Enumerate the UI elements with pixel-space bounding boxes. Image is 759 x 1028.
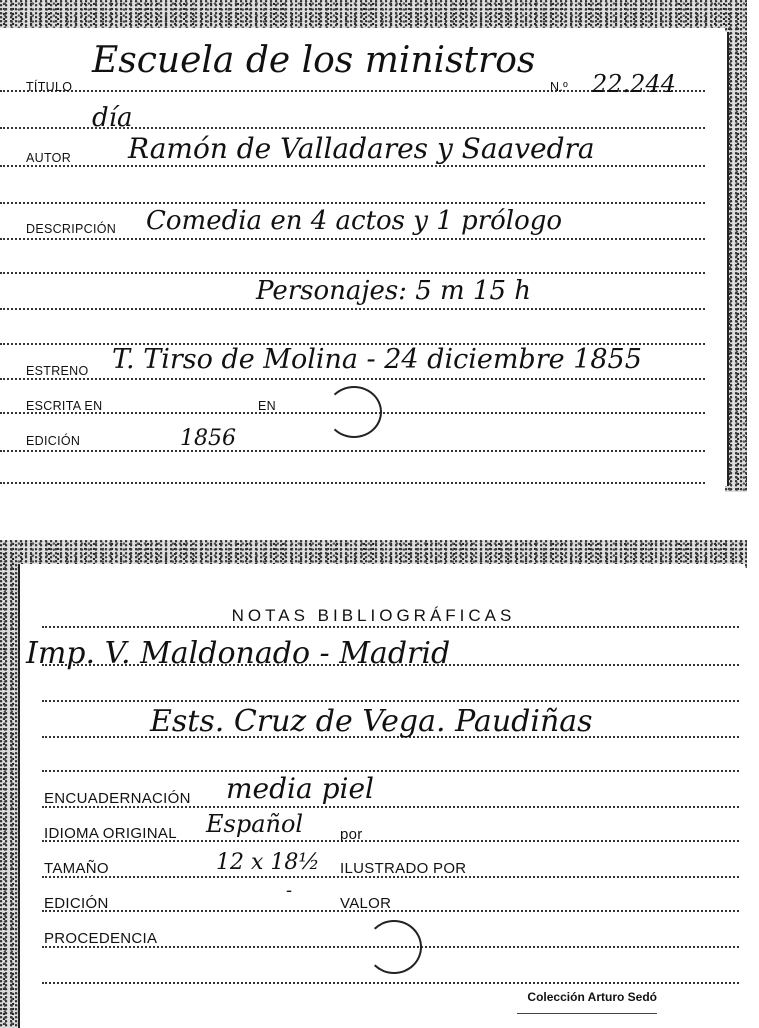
label-estreno: ESTRENO xyxy=(26,364,89,378)
collection-credit: Colección Arturo Sedó xyxy=(527,990,657,1004)
ruled-line xyxy=(0,378,705,380)
label-edicion-bottom: EDICIÓN xyxy=(44,895,109,912)
value-edicion: 1856 xyxy=(180,426,236,451)
label-escrita-en: ESCRITA EN xyxy=(26,399,103,413)
ruled-line xyxy=(0,308,705,310)
value-descripcion: Comedia en 4 actos y 1 prólogo xyxy=(146,206,563,236)
credit-underline xyxy=(517,1013,657,1014)
ruled-line xyxy=(0,450,705,452)
notes-line-1: Imp. V. Maldonado - Madrid xyxy=(26,636,451,671)
ruled-line xyxy=(42,700,739,702)
label-idioma-original: IDIOMA ORIGINAL xyxy=(44,825,177,842)
ruled-line xyxy=(0,238,705,240)
value-estreno: T. Tirso de Molina - 24 diciembre 1855 xyxy=(112,344,642,375)
value-titulo: Escuela de los ministros xyxy=(92,40,536,81)
label-autor: AUTOR xyxy=(26,151,72,165)
label-titulo: TÍTULO xyxy=(26,80,73,94)
ruled-line xyxy=(0,482,705,484)
stamp-circle xyxy=(326,386,382,438)
value-edicion-bottom: - xyxy=(286,880,293,901)
label-valor: VALOR xyxy=(340,895,392,912)
label-por: por xyxy=(340,826,363,843)
catalog-card-top xyxy=(0,0,747,492)
label-encuadernacion: ENCUADERNACIÓN xyxy=(44,790,191,807)
value-tamano: 12 x 18½ xyxy=(216,850,320,875)
stamp-circle xyxy=(366,920,422,974)
value-encuadernacion: media piel xyxy=(226,772,374,805)
label-edicion: EDICIÓN xyxy=(26,434,81,448)
label-descripcion: DESCRIPCIÓN xyxy=(26,222,117,236)
value-idioma-original: Español xyxy=(206,810,304,838)
label-numero: N.º xyxy=(550,80,568,94)
notes-line-2: Ests. Cruz de Vega. Paudiñas xyxy=(150,704,593,739)
value-numero: 22.244 xyxy=(592,70,676,98)
ruled-line xyxy=(42,770,739,772)
ruled-line xyxy=(42,626,739,628)
label-en: EN xyxy=(258,399,276,413)
section-heading: NOTAS BIBLIOGRÁFICAS xyxy=(231,606,516,625)
value-personajes: Personajes: 5 m 15 h xyxy=(256,276,532,306)
value-titulo-cont: día xyxy=(92,103,133,133)
ruled-line xyxy=(0,165,705,167)
label-ilustrado-por: ILUSTRADO POR xyxy=(340,860,467,877)
ruled-line xyxy=(0,272,705,274)
label-procedencia: PROCEDENCIA xyxy=(44,930,158,947)
scan-noise-top xyxy=(0,0,747,28)
ruled-line xyxy=(42,982,739,984)
catalog-card-bottom xyxy=(0,540,747,1028)
value-autor: Ramón de Valladares y Saavedra xyxy=(128,132,595,165)
ruled-line xyxy=(0,202,705,204)
label-tamano: TAMAÑO xyxy=(44,860,109,877)
